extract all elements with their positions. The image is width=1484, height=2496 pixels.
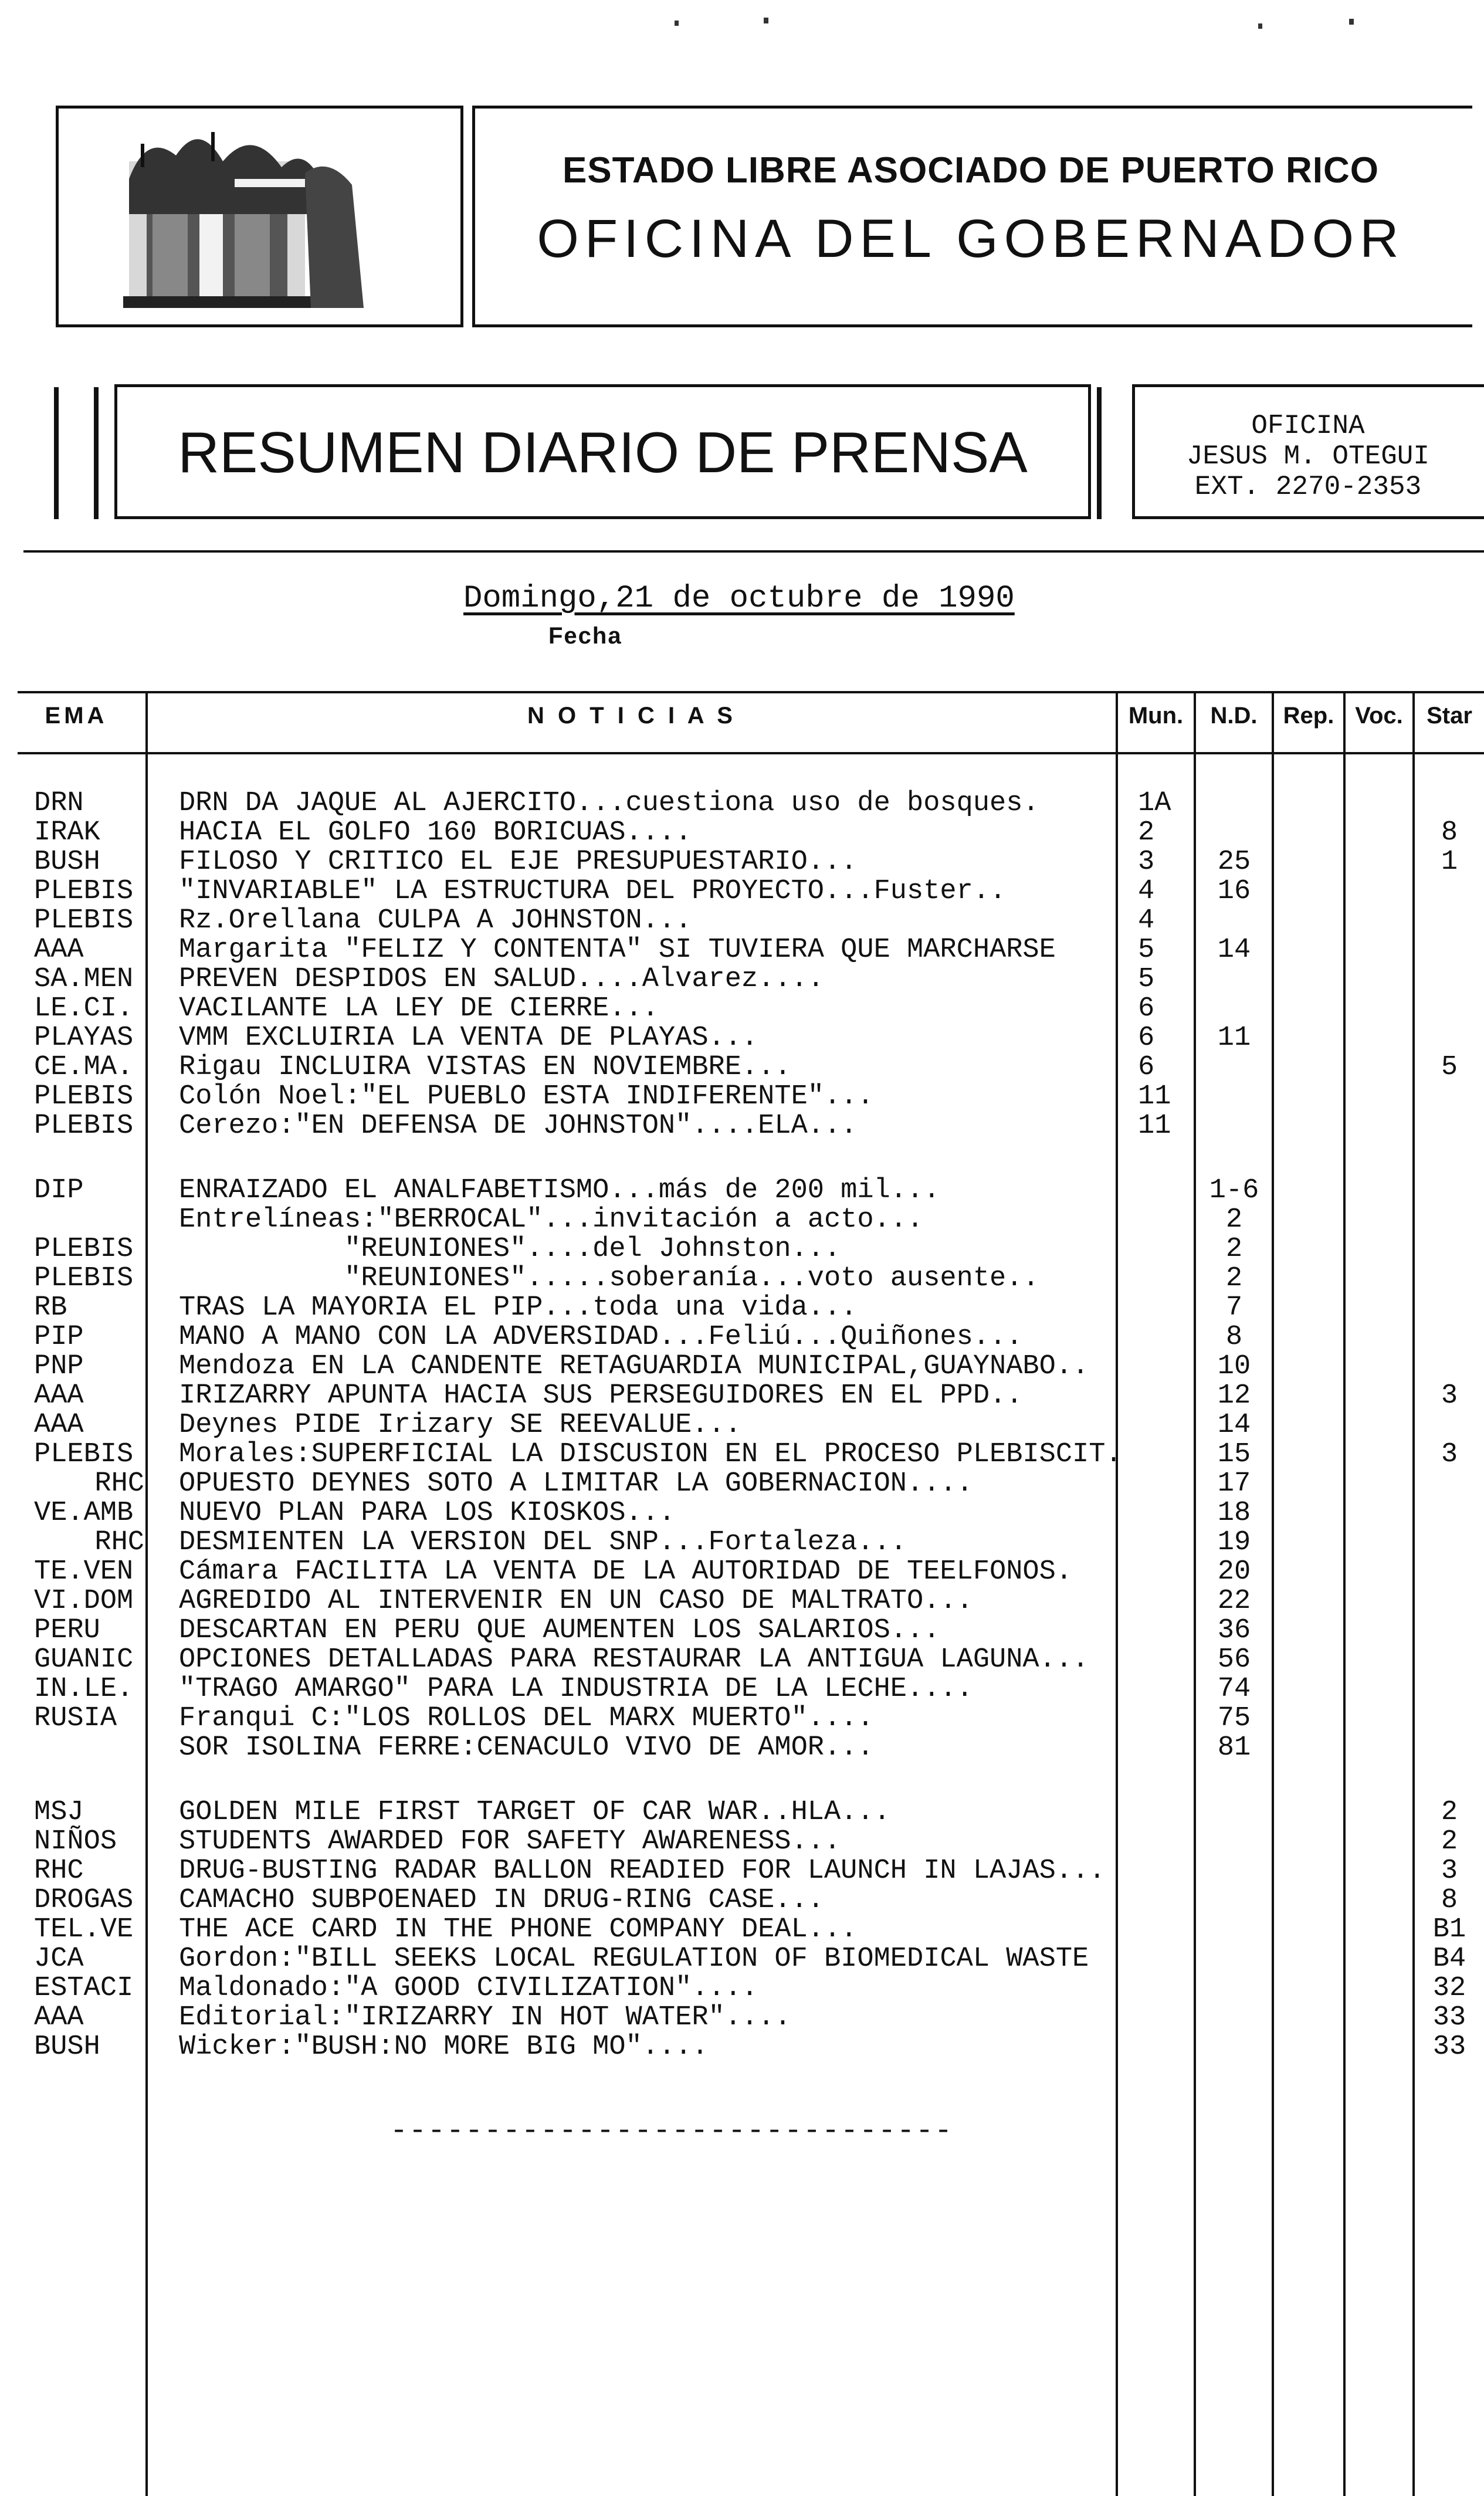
row-nd: 14 bbox=[1217, 1410, 1251, 1441]
col-header-nd: N.D. bbox=[1210, 703, 1258, 729]
row-star: 32 bbox=[1432, 1973, 1466, 2004]
row-noticia: Mendoza EN LA CANDENTE RETAGUARDIA MUNICIPAL,GUAYNABO.. bbox=[179, 1351, 1089, 1382]
row-mun: 5 bbox=[1138, 964, 1155, 995]
row-tema: PLEBIS bbox=[34, 1110, 134, 1142]
column-rule bbox=[1194, 691, 1196, 2496]
row-noticia: DESCARTAN EN PERU QUE AUMENTEN LOS SALARIOS... bbox=[179, 1615, 940, 1646]
row-tema: RHC bbox=[34, 1855, 84, 1887]
scan-speck bbox=[675, 21, 679, 26]
row-mun: 4 bbox=[1138, 876, 1155, 907]
row-nd: 75 bbox=[1217, 1703, 1251, 1734]
row-star: 3 bbox=[1441, 1855, 1458, 1887]
row-star: 33 bbox=[1432, 2002, 1466, 2033]
row-tema: BUSH bbox=[34, 846, 100, 878]
row-tema: IRAK bbox=[34, 817, 100, 848]
scan-speck bbox=[1349, 19, 1354, 25]
scan-speck bbox=[764, 18, 768, 23]
office-line: JESUS M. OTEGUI bbox=[1186, 441, 1430, 472]
row-tema: NIÑOS bbox=[34, 1826, 117, 1857]
row-nd: 2 bbox=[1225, 1263, 1243, 1294]
row-star: 33 bbox=[1432, 2031, 1466, 2062]
row-nd: 81 bbox=[1217, 1732, 1251, 1763]
row-noticia: Rz.Orellana CULPA A JOHNSTON... bbox=[179, 905, 692, 936]
row-noticia: Cámara FACILITA LA VENTA DE LA AUTORIDAD DE TEELFONOS. bbox=[179, 1556, 1073, 1587]
row-tema: AAA bbox=[34, 1380, 84, 1411]
row-tema: JCA bbox=[34, 1943, 84, 1975]
row-noticia: STUDENTS AWARDED FOR SAFETY AWARENESS... bbox=[179, 1826, 841, 1857]
scan-speck bbox=[1258, 23, 1262, 29]
row-star: 8 bbox=[1441, 1885, 1458, 1916]
row-mun: 1A bbox=[1138, 788, 1171, 819]
row-noticia: Maldonado:"A GOOD CIVILIZATION".... bbox=[179, 1973, 758, 2004]
row-tema: AAA bbox=[34, 1410, 84, 1441]
row-tema: PIP bbox=[34, 1322, 84, 1353]
row-mun: 6 bbox=[1138, 1022, 1155, 1054]
row-tema: TE.VEN bbox=[34, 1556, 134, 1587]
row-star: 2 bbox=[1441, 1797, 1458, 1828]
row-star: B1 bbox=[1432, 1914, 1466, 1945]
row-mun: 11 bbox=[1138, 1081, 1171, 1112]
row-tema: BUSH bbox=[34, 2031, 100, 2062]
row-star: 8 bbox=[1441, 817, 1458, 848]
row-tema: PLEBIS bbox=[34, 876, 134, 907]
row-tema: MSJ bbox=[34, 1797, 84, 1828]
row-star: 3 bbox=[1441, 1439, 1458, 1470]
row-tema: RHC bbox=[94, 1468, 144, 1499]
row-tema: PLAYAS bbox=[34, 1022, 134, 1054]
column-rule bbox=[145, 691, 148, 2496]
header-line1: ESTADO LIBRE ASOCIADO DE PUERTO RICO bbox=[562, 150, 1380, 191]
row-nd: 18 bbox=[1217, 1498, 1251, 1529]
divider bbox=[23, 550, 1484, 553]
row-tema: DRN bbox=[34, 788, 84, 819]
banner-bar bbox=[94, 387, 99, 519]
row-noticia: "TRAGO AMARGO" PARA LA INDUSTRIA DE LA LECHE.... bbox=[179, 1674, 973, 1705]
footer-rule: ------------------------------ bbox=[390, 2115, 954, 2148]
row-nd: 74 bbox=[1217, 1674, 1251, 1705]
governor-mansion-logo bbox=[59, 109, 460, 324]
row-nd: 12 bbox=[1217, 1380, 1251, 1411]
row-noticia: PREVEN DESPIDOS EN SALUD....Alvarez.... bbox=[179, 964, 824, 995]
row-noticia: THE ACE CARD IN THE PHONE COMPANY DEAL... bbox=[179, 1914, 858, 1945]
row-noticia: HACIA EL GOLFO 160 BORICUAS.... bbox=[179, 817, 692, 848]
row-noticia: OPCIONES DETALLADAS PARA RESTAURAR LA ANTIGUA LAGUNA... bbox=[179, 1644, 1089, 1675]
row-tema: CE.MA. bbox=[34, 1052, 134, 1083]
col-header-noticias: N O T I C I A S bbox=[527, 703, 736, 729]
column-rule bbox=[1343, 691, 1346, 2496]
row-mun: 5 bbox=[1138, 934, 1155, 966]
row-noticia: VACILANTE LA LEY DE CIERRE... bbox=[179, 993, 659, 1024]
row-tema: AAA bbox=[34, 934, 84, 966]
row-star: 1 bbox=[1441, 846, 1458, 878]
row-tema: PNP bbox=[34, 1351, 84, 1382]
row-nd: 16 bbox=[1217, 876, 1251, 907]
office-line: OFICINA bbox=[1251, 411, 1365, 441]
row-tema: GUANIC bbox=[34, 1644, 134, 1675]
banner-title: RESUMEN DIARIO DE PRENSA bbox=[178, 420, 1028, 485]
row-nd: 7 bbox=[1225, 1292, 1243, 1323]
row-tema: RB bbox=[34, 1292, 67, 1323]
row-tema: VE.AMB bbox=[34, 1498, 134, 1529]
row-tema: LE.CI. bbox=[34, 993, 134, 1024]
column-rule bbox=[1272, 691, 1274, 2496]
col-header-voc: Voc. bbox=[1355, 703, 1403, 729]
row-nd: 22 bbox=[1217, 1586, 1251, 1617]
row-nd: 2 bbox=[1225, 1234, 1243, 1265]
row-tema: RUSIA bbox=[34, 1703, 117, 1734]
banner-bar bbox=[1097, 387, 1102, 519]
row-noticia: Editorial:"IRIZARRY IN HOT WATER".... bbox=[179, 2002, 791, 2033]
col-header-star: Star bbox=[1427, 703, 1472, 729]
row-noticia: Wicker:"BUSH:NO MORE BIG MO".... bbox=[179, 2031, 709, 2062]
row-tema: DROGAS bbox=[34, 1885, 134, 1916]
row-noticia: GOLDEN MILE FIRST TARGET OF CAR WAR..HLA... bbox=[179, 1797, 890, 1828]
date-value: Domingo,21 de octubre de 1990 bbox=[463, 581, 1015, 617]
row-tema: SA.MEN bbox=[34, 964, 134, 995]
row-noticia: Cerezo:"EN DEFENSA DE JOHNSTON"....ELA... bbox=[179, 1110, 858, 1142]
row-star: B4 bbox=[1432, 1943, 1466, 1975]
row-noticia: IRIZARRY APUNTA HACIA SUS PERSEGUIDORES EN EL PPD.. bbox=[179, 1380, 1023, 1411]
row-tema: PLEBIS bbox=[34, 1081, 134, 1112]
row-noticia: Rigau INCLUIRA VISTAS EN NOVIEMBRE... bbox=[179, 1052, 791, 1083]
column-rule bbox=[1412, 691, 1415, 2496]
column-rule bbox=[1116, 691, 1118, 2496]
row-noticia: CAMACHO SUBPOENAED IN DRUG-RING CASE... bbox=[179, 1885, 824, 1916]
row-nd: 1-6 bbox=[1209, 1175, 1259, 1206]
row-tema: ESTACI bbox=[34, 1973, 134, 2004]
row-noticia: "REUNIONES"....del Johnston... bbox=[179, 1234, 841, 1265]
date-label: Fecha bbox=[548, 623, 622, 649]
row-tema: PERU bbox=[34, 1615, 100, 1646]
table-header-rule bbox=[18, 752, 1484, 754]
row-noticia: ENRAIZADO EL ANALFABETISMO...más de 200 mil... bbox=[179, 1175, 940, 1206]
row-noticia: DRUG-BUSTING RADAR BALLON READIED FOR LAUNCH IN LAJAS... bbox=[179, 1855, 1106, 1887]
col-header-rep: Rep. bbox=[1283, 703, 1334, 729]
row-nd: 56 bbox=[1217, 1644, 1251, 1675]
row-mun: 6 bbox=[1138, 993, 1155, 1024]
row-mun: 6 bbox=[1138, 1052, 1155, 1083]
row-mun: 3 bbox=[1138, 846, 1155, 878]
row-mun: 2 bbox=[1138, 817, 1155, 848]
row-noticia: Colón Noel:"EL PUEBLO ESTA INDIFERENTE"... bbox=[179, 1081, 874, 1112]
row-tema: PLEBIS bbox=[34, 1234, 134, 1265]
row-noticia: MANO A MANO CON LA ADVERSIDAD...Feliú...Quiñones... bbox=[179, 1322, 1023, 1353]
row-noticia: DRN DA JAQUE AL AJERCITO...cuestiona uso de bosques. bbox=[179, 788, 1039, 819]
row-tema: IN.LE. bbox=[34, 1674, 134, 1705]
row-noticia: NUEVO PLAN PARA LOS KIOSKOS... bbox=[179, 1498, 676, 1529]
office-line: EXT. 2270-2353 bbox=[1194, 472, 1422, 502]
row-tema: DIP bbox=[34, 1175, 84, 1206]
row-tema: TEL.VE bbox=[34, 1914, 134, 1945]
row-nd: 20 bbox=[1217, 1556, 1251, 1587]
row-nd: 25 bbox=[1217, 846, 1251, 878]
row-noticia: DESMIENTEN LA VERSION DEL SNP...Fortaleza... bbox=[179, 1527, 907, 1558]
row-mun: 4 bbox=[1138, 905, 1155, 936]
header-line2: OFICINA DEL GOBERNADOR bbox=[537, 209, 1405, 269]
row-noticia: VMM EXCLUIRIA LA VENTA DE PLAYAS... bbox=[179, 1022, 758, 1054]
row-nd: 17 bbox=[1217, 1468, 1251, 1499]
col-header-mun: Mun. bbox=[1128, 703, 1184, 729]
row-mun: 11 bbox=[1138, 1110, 1171, 1142]
banner-bar bbox=[54, 387, 59, 519]
row-noticia: FILOSO Y CRITICO EL EJE PRESUPUESTARIO... bbox=[179, 846, 858, 878]
row-star: 2 bbox=[1441, 1826, 1458, 1857]
row-tema: PLEBIS bbox=[34, 905, 134, 936]
row-star: 5 bbox=[1441, 1052, 1458, 1083]
col-header-tema: EMA bbox=[45, 703, 108, 729]
row-tema: VI.DOM bbox=[34, 1586, 134, 1617]
row-noticia: Deynes PIDE Irizary SE REEVALUE... bbox=[179, 1410, 741, 1441]
table-top-rule bbox=[18, 691, 1484, 693]
row-noticia: Morales:SUPERFICIAL LA DISCUSION EN EL PROCESO PLEBISCIT. bbox=[179, 1439, 1122, 1470]
row-nd: 8 bbox=[1225, 1322, 1243, 1353]
row-noticia: "INVARIABLE" LA ESTRUCTURA DEL PROYECTO...Fuster.. bbox=[179, 876, 1007, 907]
row-nd: 15 bbox=[1217, 1439, 1251, 1470]
row-noticia: AGREDIDO AL INTERVENIR EN UN CASO DE MALTRATO... bbox=[179, 1586, 973, 1617]
row-nd: 19 bbox=[1217, 1527, 1251, 1558]
row-noticia: Entrelíneas:"BERROCAL"...invitación a acto... bbox=[179, 1204, 924, 1235]
row-nd: 10 bbox=[1217, 1351, 1251, 1382]
row-noticia: TRAS LA MAYORIA EL PIP...toda una vida... bbox=[179, 1292, 858, 1323]
row-noticia: Franqui C:"LOS ROLLOS DEL MARX MUERTO".... bbox=[179, 1703, 874, 1734]
row-nd: 36 bbox=[1217, 1615, 1251, 1646]
row-noticia: OPUESTO DEYNES SOTO A LIMITAR LA GOBERNACION.... bbox=[179, 1468, 973, 1499]
row-noticia: "REUNIONES".....soberanía...voto ausente.. bbox=[179, 1263, 1039, 1294]
row-tema: AAA bbox=[34, 2002, 84, 2033]
logo-box bbox=[56, 106, 463, 327]
row-tema: PLEBIS bbox=[34, 1439, 134, 1470]
row-noticia: SOR ISOLINA FERRE:CENACULO VIVO DE AMOR... bbox=[179, 1732, 874, 1763]
row-tema: RHC bbox=[94, 1527, 144, 1558]
row-nd: 14 bbox=[1217, 934, 1251, 966]
row-nd: 2 bbox=[1225, 1204, 1243, 1235]
row-tema: PLEBIS bbox=[34, 1263, 134, 1294]
row-noticia: Gordon:"BILL SEEKS LOCAL REGULATION OF BIOMEDICAL WASTE bbox=[179, 1943, 1089, 1975]
row-nd: 11 bbox=[1217, 1022, 1251, 1054]
row-star: 3 bbox=[1441, 1380, 1458, 1411]
row-noticia: Margarita "FELIZ Y CONTENTA" SI TUVIERA QUE MARCHARSE bbox=[179, 934, 1056, 966]
